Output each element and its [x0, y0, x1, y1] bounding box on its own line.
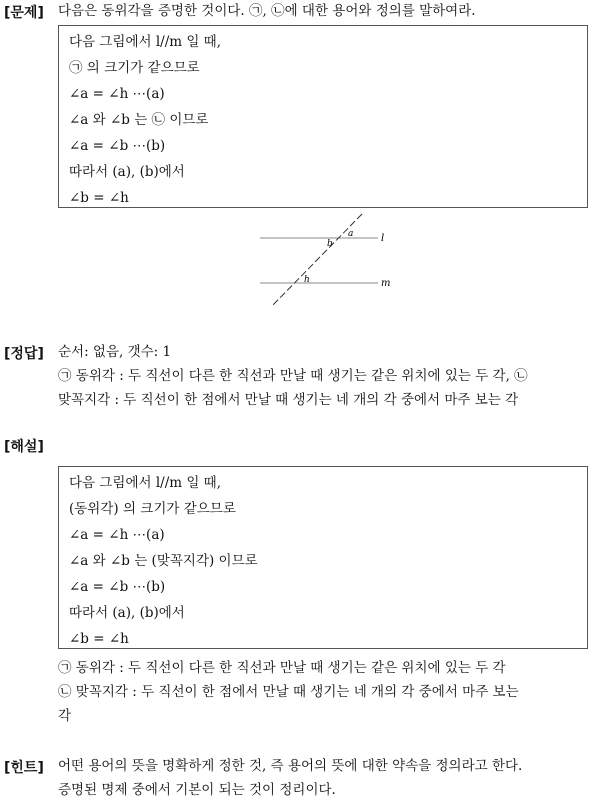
explanation-proof-box: [58, 466, 588, 649]
parallel-lines-figure: [250, 210, 400, 310]
problem-label: [문제]: [4, 5, 44, 21]
problem-proof-box: [58, 25, 588, 208]
answer-line: 맞꼭지각 : 두 직선이 한 점에서 만날 때 생기는 네 개의 각 중에서 마주 보는 각: [58, 392, 519, 408]
proof-line: 다음 그림에서 l//m 일 때,: [69, 34, 221, 50]
label-l: l: [381, 233, 385, 244]
explanation-line: ㉡ 맞꼭지각 : 두 직선이 한 점에서 만날 때 생기는 네 개의 각 중에서 마주 보는: [58, 684, 519, 700]
explanation-label: [해설]: [4, 439, 44, 455]
angle-a-label: a: [348, 229, 354, 239]
proof-line: 다음 그림에서 l//m 일 때,: [69, 475, 221, 491]
proof-line: ∠a = ∠h ⋯(a): [69, 527, 165, 543]
proof-line: ∠b = ∠h: [69, 190, 129, 206]
label-m: m: [381, 278, 391, 289]
proof-line: ∠a = ∠b ⋯(b): [69, 579, 166, 595]
hint-label: [힌트]: [4, 760, 44, 776]
proof-line: ∠a 와 ∠b 는 (맞꼭지각) 이므로: [69, 553, 258, 569]
answer-label: [정답]: [4, 346, 44, 362]
proof-line: ∠b = ∠h: [69, 631, 129, 647]
proof-line: (동위각) 의 크기가 같으므로: [69, 501, 236, 517]
hint-line: 어떤 용어의 뜻을 명확하게 정한 것, 즉 용어의 뜻에 대한 약속을 정의라고 한다.: [58, 758, 523, 774]
proof-line: ∠a 와 ∠b 는 ㉡ 이므로: [69, 112, 209, 128]
proof-line: ∠a = ∠h ⋯(a): [69, 86, 165, 102]
transversal: [272, 214, 362, 306]
hint-block: [58, 754, 590, 802]
angle-h-label: h: [304, 275, 310, 285]
answer-line: ㉠ 동위각 : 두 직선이 다른 한 직선과 만날 때 생기는 같은 위치에 있는 두 각, ㉡: [58, 368, 528, 384]
angle-b-label: b: [327, 239, 333, 249]
proof-line: ㉠ 의 크기가 같으므로: [69, 60, 200, 76]
proof-line: 따라서 (a), (b)에서: [69, 164, 185, 180]
answer-order: 순서: 없음, 갯수: 1: [58, 344, 172, 360]
explanation-line: 각: [58, 708, 72, 724]
proof-line: ∠a = ∠b ⋯(b): [69, 138, 166, 154]
explanation-definitions: [58, 656, 590, 728]
proof-line: 따라서 (a), (b)에서: [69, 605, 185, 621]
problem-question: 다음은 동위각을 증명한 것이다. ㉠, ㉡에 대한 용어와 정의를 말하여라.: [58, 3, 476, 19]
hint-line: 증명된 명제 중에서 기본이 되는 것이 정리이다.: [58, 782, 336, 798]
answer-block: [58, 340, 590, 412]
explanation-line: ㉠ 동위각 : 두 직선이 다른 한 직선과 만날 때 생기는 같은 위치에 있는 두 각: [58, 660, 506, 676]
